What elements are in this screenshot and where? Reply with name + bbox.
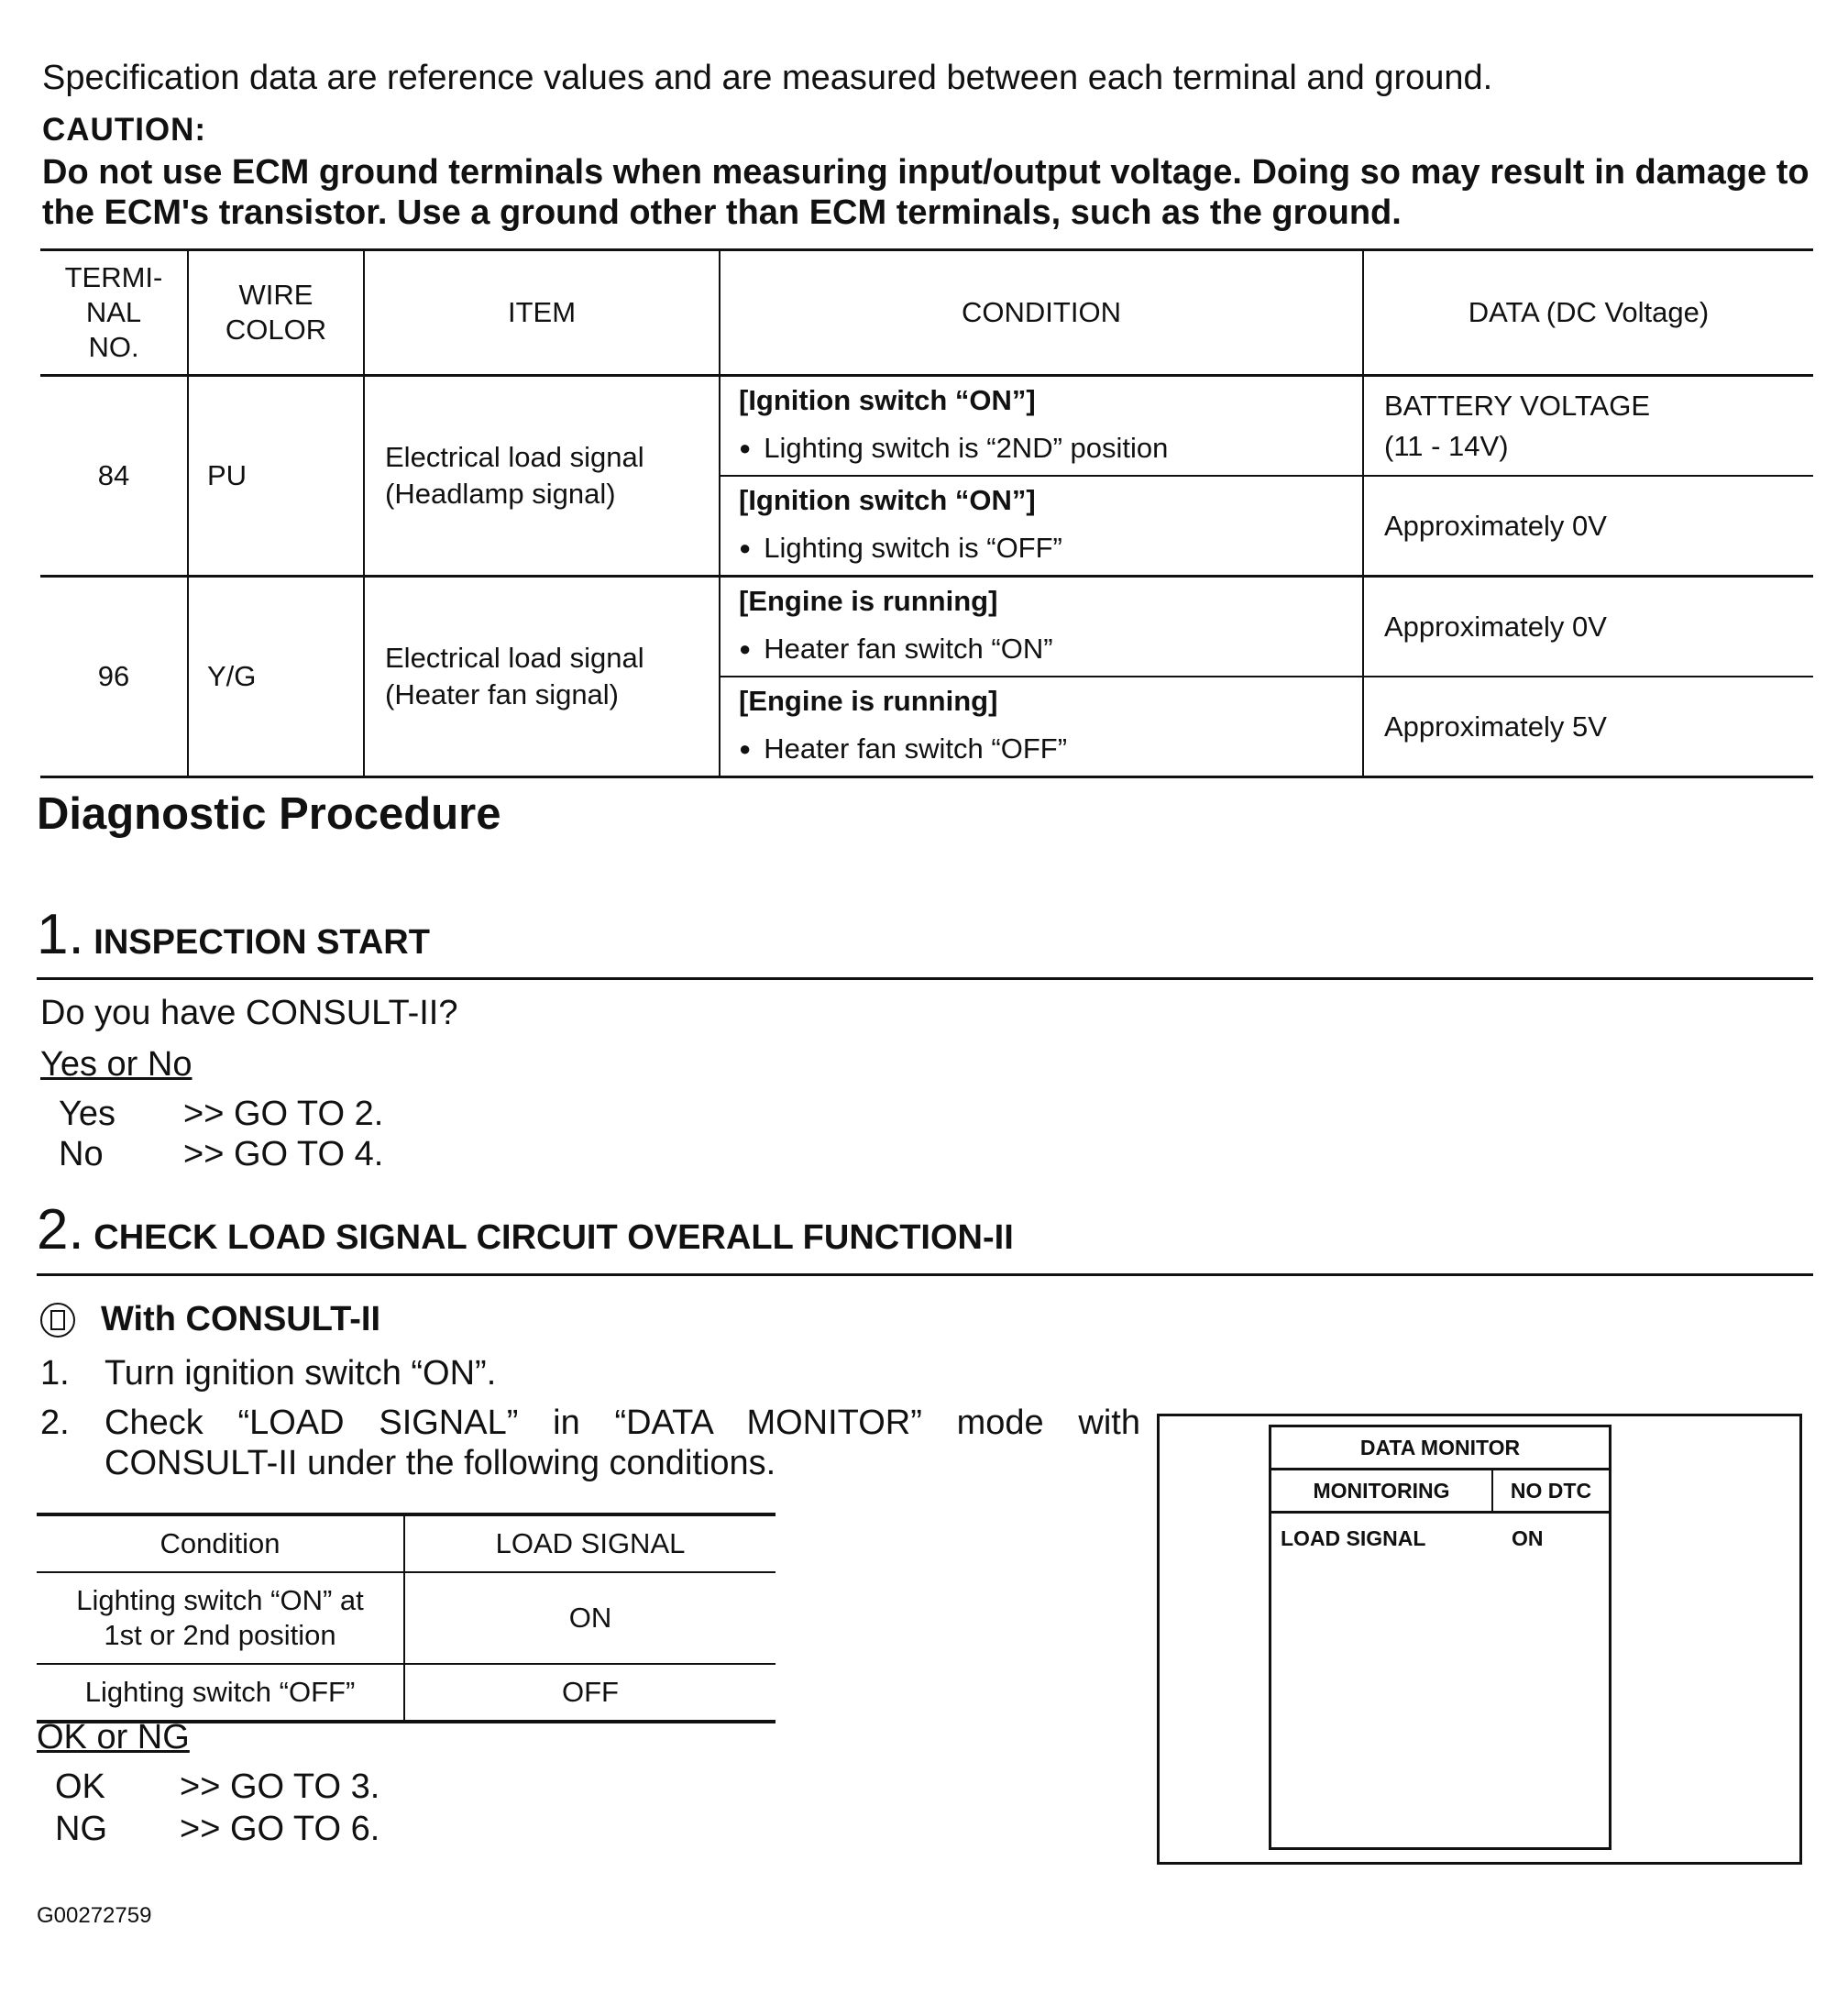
choice-option bbox=[59, 1135, 383, 1174]
terminal-no: 84 bbox=[40, 376, 188, 577]
header-wire-color: WIRE COLOR bbox=[188, 250, 364, 376]
step-1-question: Do you have CONSULT-II? bbox=[40, 994, 458, 1032]
step-title-text: INSPECTION START bbox=[94, 923, 430, 962]
option-key: No bbox=[59, 1135, 104, 1173]
step-number: 2. bbox=[37, 1198, 84, 1261]
monitor-item: LOAD SIGNAL bbox=[1281, 1526, 1426, 1550]
header-item: ITEM bbox=[364, 250, 720, 376]
figure-id: G00272759 bbox=[37, 1903, 152, 1928]
table-row bbox=[37, 1572, 776, 1664]
diagnostic-heading: Diagnostic Procedure bbox=[37, 789, 501, 839]
instruction-text: Check “LOAD SIGNAL” in “DATA MONITOR” mode with CONSULT-II under the following conditions. bbox=[104, 1404, 1140, 1482]
wire-color: PU bbox=[188, 376, 364, 577]
data-line: (11 - 14V) bbox=[1384, 429, 1509, 462]
condition-cell bbox=[720, 677, 1363, 777]
option-action: >> GO TO 4. bbox=[183, 1135, 384, 1173]
option-action: >> GO TO 2. bbox=[183, 1095, 384, 1133]
condition-item: ● Heater fan switch “ON” bbox=[739, 625, 1362, 676]
header-condition: Condition bbox=[37, 1514, 404, 1572]
condition-title: [Ignition switch “ON”] bbox=[739, 484, 1036, 516]
option-key: NG bbox=[55, 1810, 107, 1848]
step-divider bbox=[37, 1273, 1813, 1276]
item-cell bbox=[364, 577, 720, 777]
condition-title: [Engine is running] bbox=[739, 585, 998, 617]
monitor-row bbox=[1271, 1514, 1609, 1551]
choice-option bbox=[55, 1810, 380, 1849]
data-line: BATTERY VOLTAGE bbox=[1384, 389, 1650, 422]
monitor-title: DATA MONITOR bbox=[1271, 1427, 1609, 1470]
instruction-number: 1. bbox=[40, 1354, 70, 1393]
spec-header-row bbox=[40, 250, 1813, 376]
with-consult-label: With CONSULT-II bbox=[101, 1300, 381, 1338]
data-monitor-screen bbox=[1269, 1425, 1612, 1850]
load-condition bbox=[37, 1572, 404, 1664]
load-value: ON bbox=[568, 1602, 612, 1634]
condition-item: ● Lighting switch is “2ND” position bbox=[739, 424, 1362, 475]
load-condition: Lighting switch “OFF” bbox=[37, 1664, 404, 1722]
item-line: Electrical load signal bbox=[385, 441, 644, 473]
terminal-no: 96 bbox=[40, 577, 188, 777]
item-line: Electrical load signal bbox=[385, 642, 644, 674]
table-row bbox=[40, 577, 1813, 677]
condition-cell bbox=[720, 577, 1363, 677]
load-value: OFF bbox=[562, 1676, 619, 1708]
option-key: OK bbox=[55, 1767, 105, 1806]
header-condition: CONDITION bbox=[720, 250, 1363, 376]
data-cell: Approximately 5V bbox=[1363, 677, 1813, 777]
condition-item: ● Heater fan switch “OFF” bbox=[739, 725, 1362, 776]
condition-cell bbox=[720, 476, 1363, 577]
intro-text: Specification data are reference values and are measured between each terminal and ground. bbox=[42, 59, 1493, 97]
instruction-item bbox=[40, 1403, 1140, 1483]
consult-tester-icon bbox=[40, 1303, 75, 1338]
with-consult-heading bbox=[40, 1300, 380, 1339]
step-number: 1. bbox=[37, 903, 84, 966]
step-title-text: CHECK LOAD SIGNAL CIRCUIT OVERALL FUNCTION-II bbox=[94, 1218, 1014, 1257]
step-divider bbox=[37, 977, 1813, 980]
condition-line: Lighting switch “ON” at bbox=[76, 1584, 364, 1616]
instruction-item bbox=[40, 1353, 1140, 1393]
header-load-signal: LOAD SIGNAL bbox=[495, 1527, 686, 1559]
header-terminal-no: TERMI- NAL NO. bbox=[40, 250, 188, 376]
option-action: >> GO TO 3. bbox=[180, 1767, 380, 1806]
choice-label: Yes or No bbox=[40, 1045, 192, 1084]
table-row bbox=[37, 1664, 776, 1722]
condition-item: ● Lighting switch is “OFF” bbox=[739, 524, 1362, 575]
choice-label: OK or NG bbox=[37, 1718, 190, 1756]
monitor-status-bar bbox=[1271, 1470, 1609, 1514]
step-2-title bbox=[37, 1197, 1014, 1262]
terminal-spec-table bbox=[40, 248, 1813, 778]
condition-title: [Engine is running] bbox=[739, 685, 998, 717]
choice-option bbox=[55, 1767, 380, 1807]
item-cell bbox=[364, 376, 720, 577]
table-row bbox=[40, 376, 1813, 477]
data-cell bbox=[1363, 376, 1813, 477]
item-line: (Headlamp signal) bbox=[385, 478, 616, 510]
caution-text: Do not use ECM ground terminals when measuring input/output voltage. Doing so may result in damage to the ECM's transistor. Use a ground other than ECM terminals, such as the ground. bbox=[42, 153, 1810, 232]
header-data: DATA (DC Voltage) bbox=[1363, 250, 1813, 376]
monitor-status: NO DTC bbox=[1510, 1478, 1592, 1503]
item-line: (Heater fan signal) bbox=[385, 678, 620, 710]
monitor-value: ON bbox=[1512, 1526, 1544, 1550]
choice-option bbox=[59, 1095, 383, 1134]
step-1-title bbox=[37, 902, 430, 967]
option-action: >> GO TO 6. bbox=[180, 1810, 380, 1848]
load-header-row bbox=[37, 1514, 776, 1572]
load-signal-table bbox=[37, 1513, 776, 1723]
instruction-text: Turn ignition switch “ON”. bbox=[104, 1354, 497, 1393]
instruction-number: 2. bbox=[40, 1404, 70, 1442]
monitor-mode: MONITORING bbox=[1271, 1470, 1493, 1511]
option-key: Yes bbox=[59, 1095, 116, 1133]
data-cell: Approximately 0V bbox=[1363, 476, 1813, 577]
data-cell: Approximately 0V bbox=[1363, 577, 1813, 677]
condition-title: [Ignition switch “ON”] bbox=[739, 384, 1036, 416]
caution-label: CAUTION: bbox=[42, 112, 207, 148]
condition-line: 1st or 2nd position bbox=[104, 1619, 336, 1651]
condition-cell bbox=[720, 376, 1363, 477]
wire-color: Y/G bbox=[188, 577, 364, 777]
